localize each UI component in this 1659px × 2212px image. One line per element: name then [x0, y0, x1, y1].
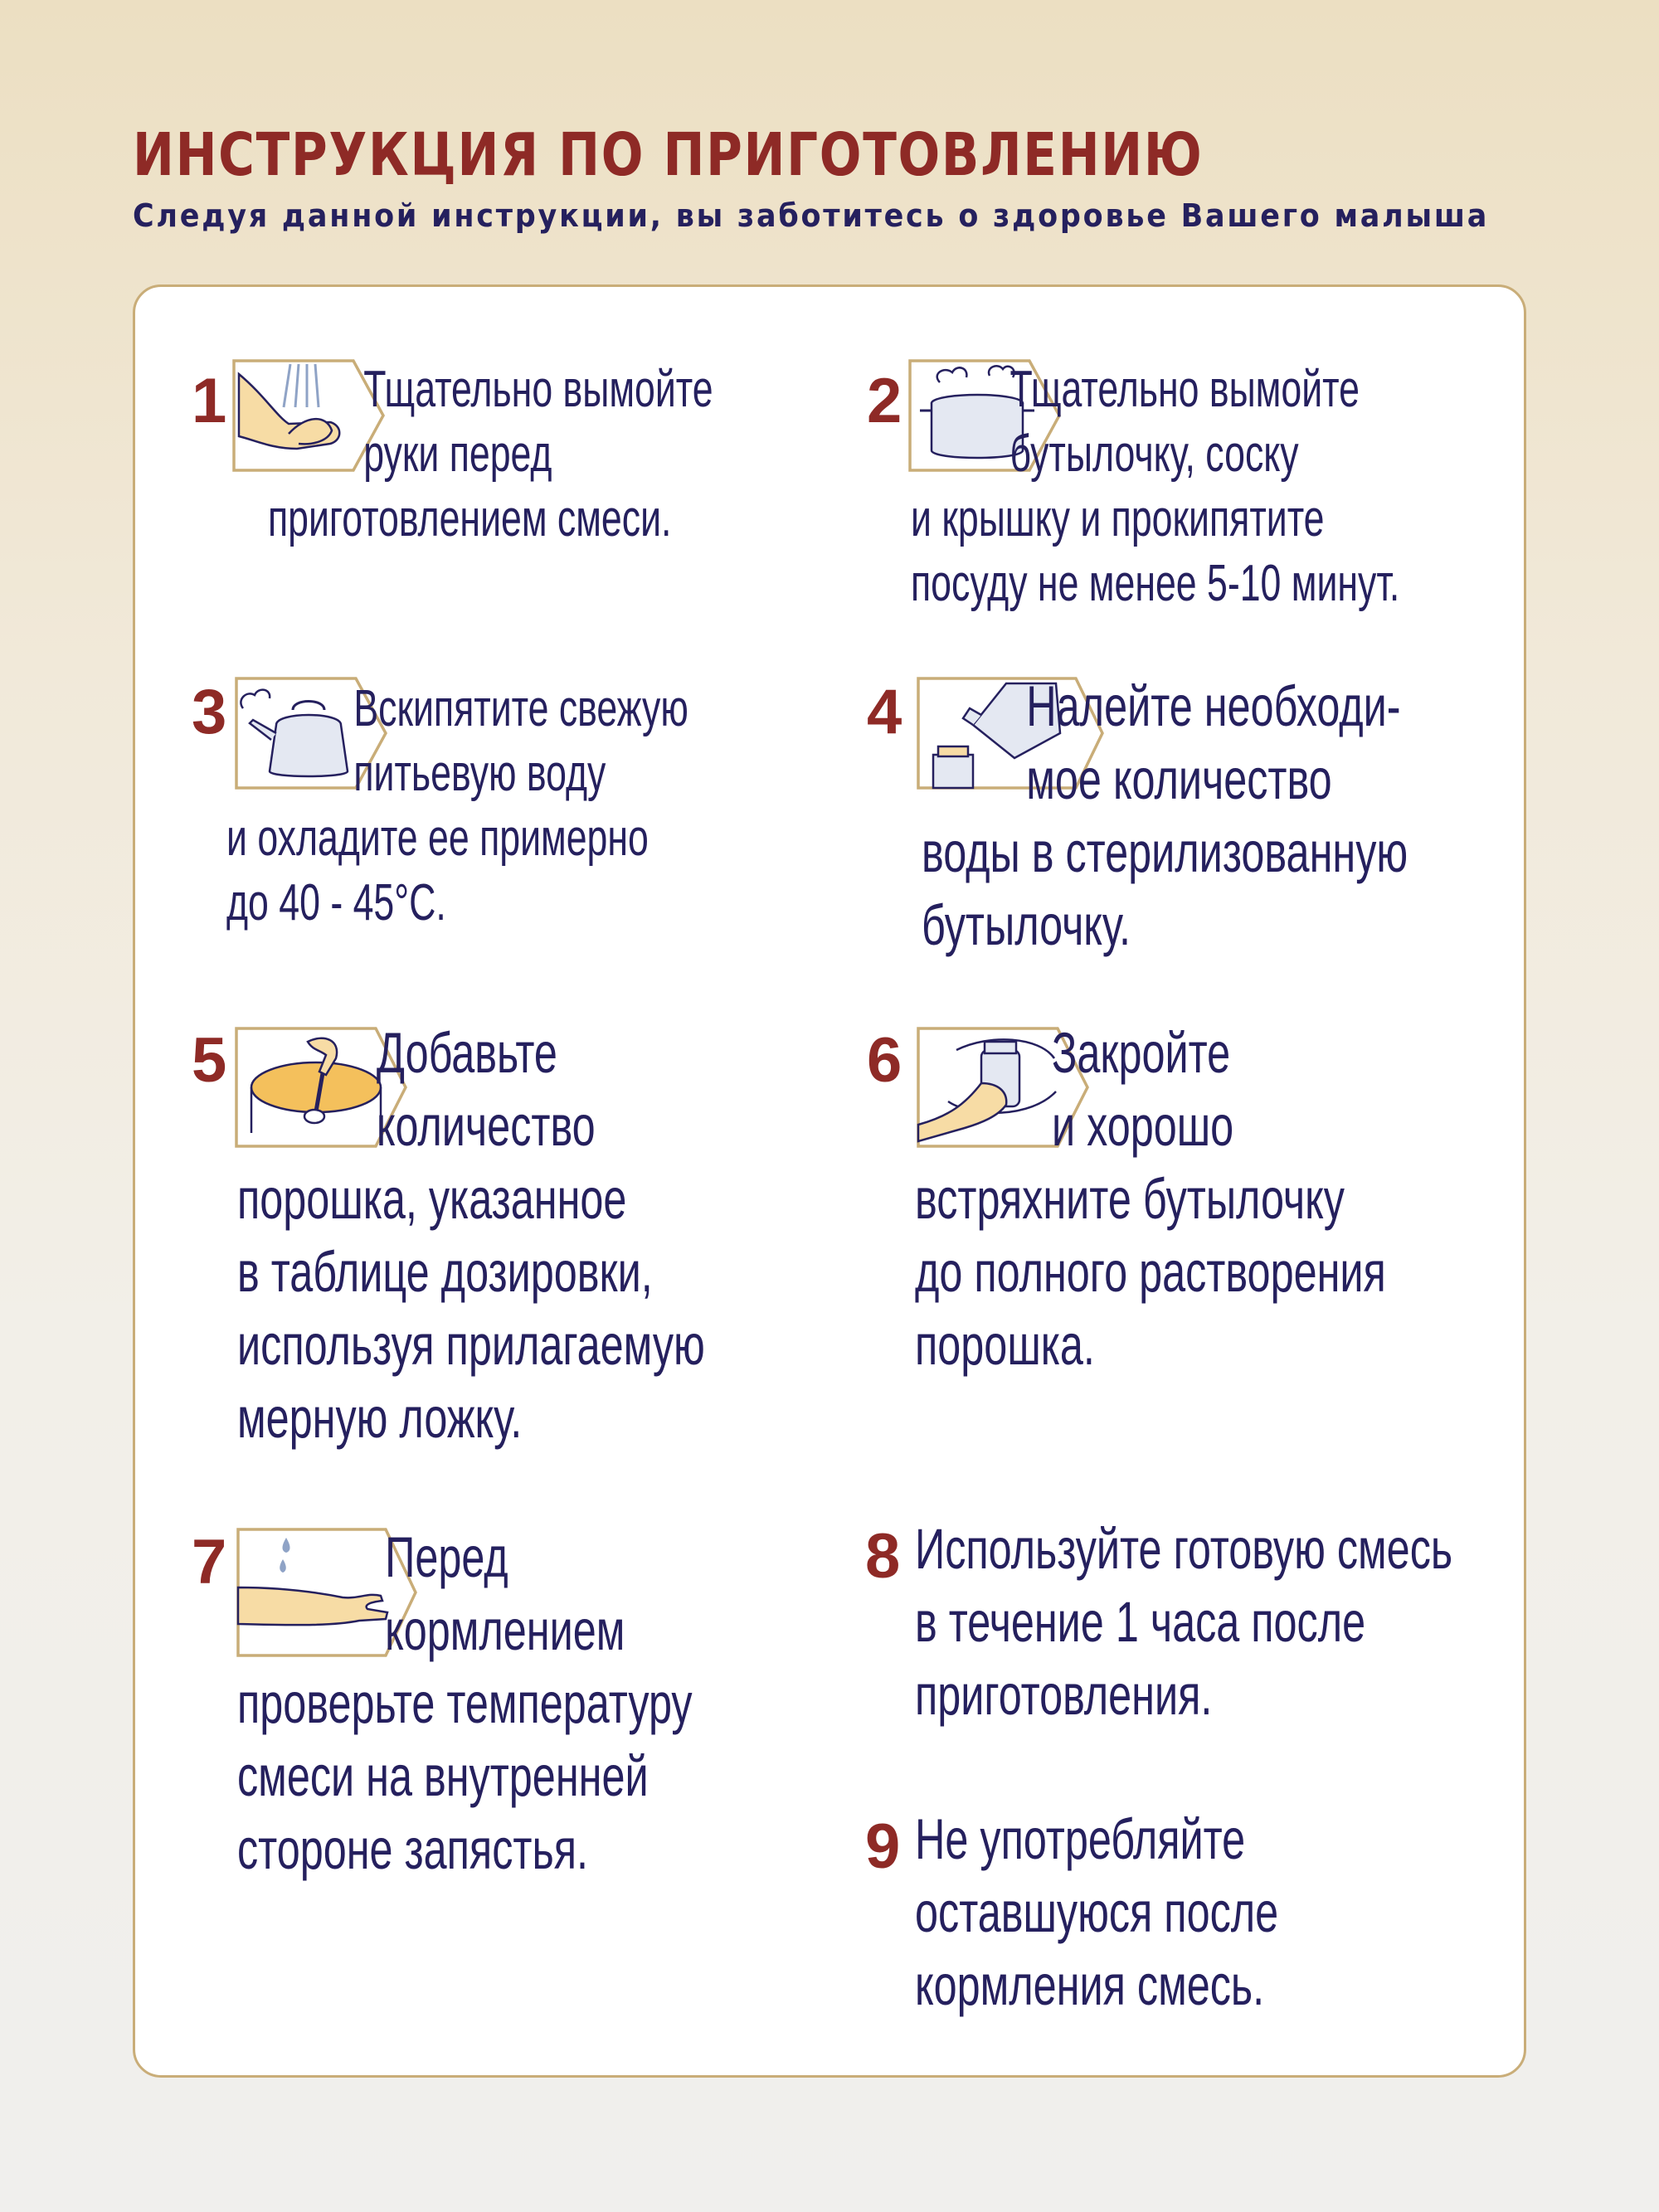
step-3-number: 3 — [192, 677, 227, 747]
step-5-number: 5 — [192, 1025, 227, 1096]
step-8-number: 8 — [865, 1521, 901, 1592]
step-5-text: Добавьте количество порошка, указанное в таблице дозировки, используя прилагаемую мерную ложку. — [237, 1021, 705, 1450]
page-title: ИНСТРУКЦИЯ ПО ПРИГОТОВЛЕНИЮ — [133, 120, 1204, 189]
step-4-number: 4 — [867, 677, 902, 747]
step-1-number: 1 — [192, 366, 227, 436]
step-2-text: Тщательно вымойте бутылочку, соску и крышку и прокипятите посуду не менее 5-10 минут. — [911, 361, 1400, 612]
step-6-text: Закройте и хорошо встряхните бутылочку до полного растворения порошка. — [915, 1021, 1386, 1377]
step-7-text: Перед кормлением проверьте температуру смеси на внутренней стороне запястья. — [237, 1525, 693, 1881]
step-2-number: 2 — [867, 366, 902, 436]
step-9-text: Не употребляйте оставшуюся после кормления смесь. — [915, 1807, 1279, 2017]
step-9-number: 9 — [865, 1811, 901, 1882]
page-subtitle: Следуя данной инструкции, вы заботитесь о здоровье Вашего малыша — [133, 197, 1490, 234]
step-7-number: 7 — [192, 1527, 227, 1597]
step-6-number: 6 — [867, 1025, 902, 1096]
step-8-text: Используйте готовую смесь в течение 1 часа после приготовления. — [915, 1517, 1453, 1727]
step-1-text: Тщательно вымойте руки перед приготовлением смеси. — [268, 361, 713, 547]
step-3-text: Вскипятите свежую питьевую воду и охладите ее примерно до 40 - 45°С. — [226, 680, 688, 931]
instructions-card — [133, 284, 1526, 2078]
step-4-text: Налейте необходи- мое количество воды в стерилизованную бутылочку. — [922, 674, 1408, 957]
